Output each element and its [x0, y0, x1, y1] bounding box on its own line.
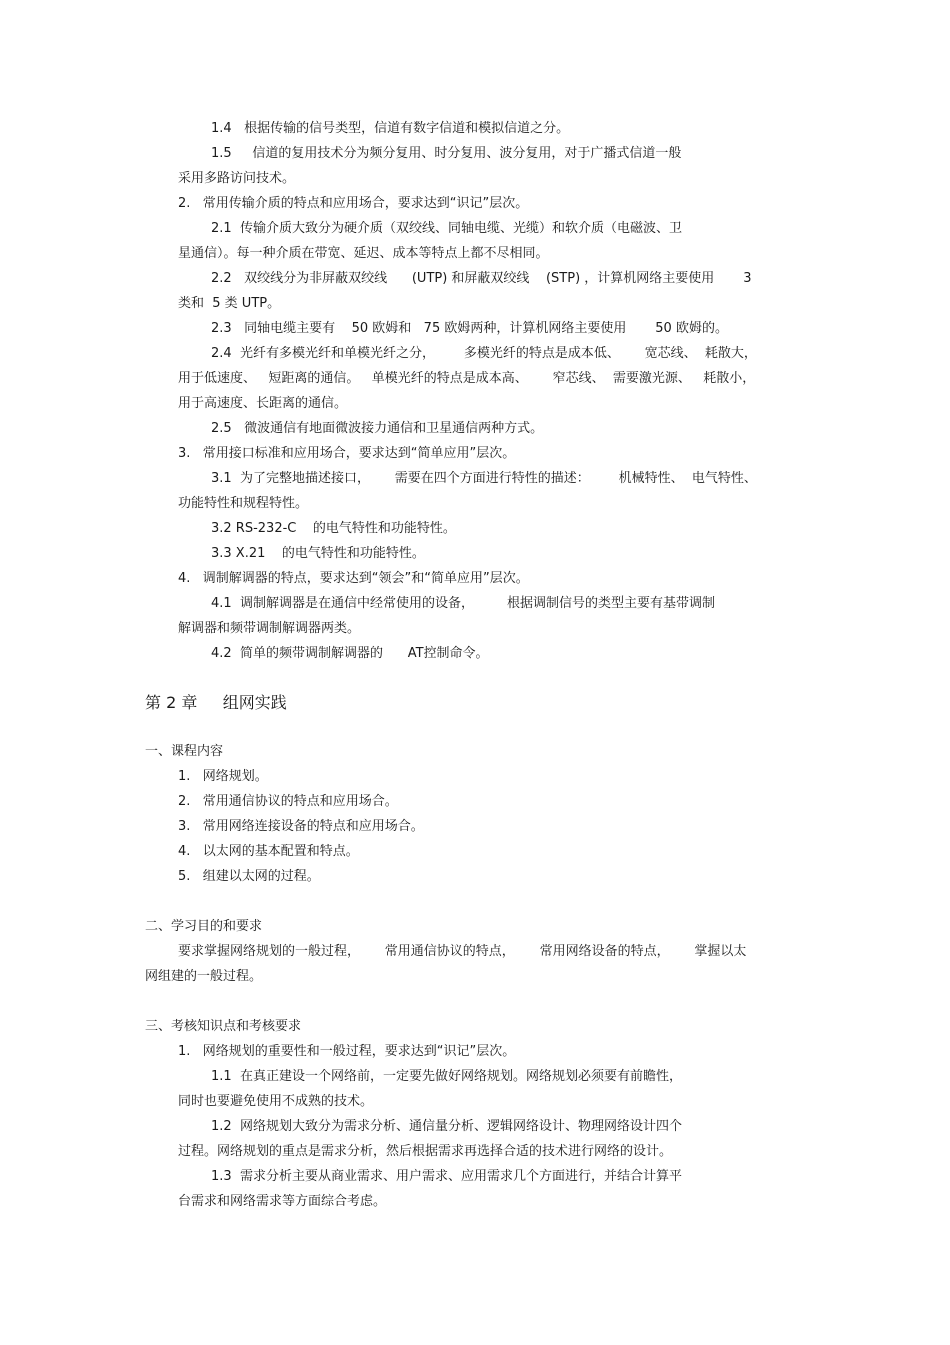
goals-heading: 二、学习目的和要求	[145, 919, 263, 934]
item-3-1: 3.1 为了完整地描述接口， 需要在四个方面进行特性的描述： 机械特性、 电气特性、	[211, 471, 757, 486]
course-content-heading: 一、课程内容	[145, 744, 224, 759]
item-4-2: 4.2 简单的频带调制解调器的 AT控制命令。	[211, 646, 489, 661]
item-3-1-cont: 功能特性和规程特性。	[178, 496, 309, 511]
item-2-1-cont: 星通信）。每一种介质在带宽、延迟、成本等特点上都不尽相同。	[178, 246, 549, 261]
item-1-4: 1.4 根据传输的信号类型，信道有数字信道和模拟信道之分。	[211, 121, 570, 136]
exam-item-1: 1. 网络规划的重要性和一般过程，要求达到“识记”层次。	[178, 1044, 516, 1059]
item-3-2: 3.2 RS-232-C 的电气特性和功能特性。	[211, 521, 456, 536]
item-4-1-cont: 解调器和频带调制解调器两类。	[178, 621, 361, 636]
goals-paragraph-line2: 网组建的一般过程。	[145, 969, 263, 984]
item-2-1: 2.1 传输介质大致分为硬介质（双绞线、同轴电缆、光缆）和软介质（电磁波、卫	[211, 221, 682, 236]
exam-item-1-3: 1.3 需求分析主要从商业需求、用户需求、应用需求几个方面进行，并结合计算平	[211, 1169, 682, 1184]
item-3-3: 3.3 X.21 的电气特性和功能特性。	[211, 546, 425, 561]
item-1-5: 1.5 信道的复用技术分为频分复用、时分复用、波分复用，对于广播式信道一般	[211, 146, 682, 161]
course-item-5: 5. 组建以太网的过程。	[178, 869, 320, 884]
item-3-heading: 3. 常用接口标准和应用场合，要求达到“简单应用”层次。	[178, 446, 516, 461]
course-item-4: 4. 以太网的基本配置和特点。	[178, 844, 359, 859]
item-1-5-cont: 采用多路访问技术。	[178, 171, 296, 186]
item-2-heading: 2. 常用传输介质的特点和应用场合，要求达到“识记”层次。	[178, 196, 529, 211]
exam-item-1-1-cont: 同时也要避免使用不成熟的技术。	[178, 1094, 374, 1109]
exam-item-1-2-cont: 过程。网络规划的重点是需求分析，然后根据需求再选择合适的技术进行网络的设计。	[178, 1144, 673, 1159]
goals-paragraph-line1: 要求掌握网络规划的一般过程， 常用通信协议的特点， 常用网络设备的特点， 掌握以太	[178, 944, 747, 959]
course-item-2: 2. 常用通信协议的特点和应用场合。	[178, 794, 398, 809]
course-item-3: 3. 常用网络连接设备的特点和应用场合。	[178, 819, 424, 834]
item-4-1: 4.1 调制解调器是在通信中经常使用的设备， 根据调制信号的类型主要有基带调制	[211, 596, 715, 611]
exam-item-1-2: 1.2 网络规划大致分为需求分析、通信量分析、逻辑网络设计、物理网络设计四个	[211, 1119, 682, 1134]
chapter-title: 第 2 章 组网实践	[145, 693, 287, 712]
item-2-4: 2.4 光纤有多模光纤和单模光纤之分， 多模光纤的特点是成本低、 宽芯线、 耗散大，	[211, 346, 757, 361]
item-2-3: 2.3 同轴电缆主要有 50 欧姆和 75 欧姆两种，计算机网络主要使用 50 欧姆的。	[211, 321, 728, 336]
item-2-4-cont2: 用于高速度、长距离的通信。	[178, 396, 348, 411]
course-item-1: 1. 网络规划。	[178, 769, 268, 784]
item-2-2-cont: 类和 5 类 UTP。	[178, 296, 281, 311]
item-2-5: 2.5 微波通信有地面微波接力通信和卫星通信两种方式。	[211, 421, 544, 436]
exam-heading: 三、考核知识点和考核要求	[145, 1019, 302, 1034]
item-2-2: 2.2 双绞线分为非屏蔽双绞线 (UTP) 和屏蔽双绞线 (STP) ，计算机网络主要使用 3	[211, 271, 752, 286]
exam-item-1-1: 1.1 在真正建设一个网络前，一定要先做好网络规划。网络规划必须要有前瞻性，	[211, 1069, 682, 1084]
exam-item-1-3-cont: 台需求和网络需求等方面综合考虑。	[178, 1194, 387, 1209]
item-2-4-cont: 用于低速度、 短距离的通信。 单模光纤的特点是成本高、 窄芯线、 需要激光源、 耗散小，	[178, 371, 756, 386]
item-4-heading: 4. 调制解调器的特点，要求达到“领会”和“简单应用”层次。	[178, 571, 529, 586]
